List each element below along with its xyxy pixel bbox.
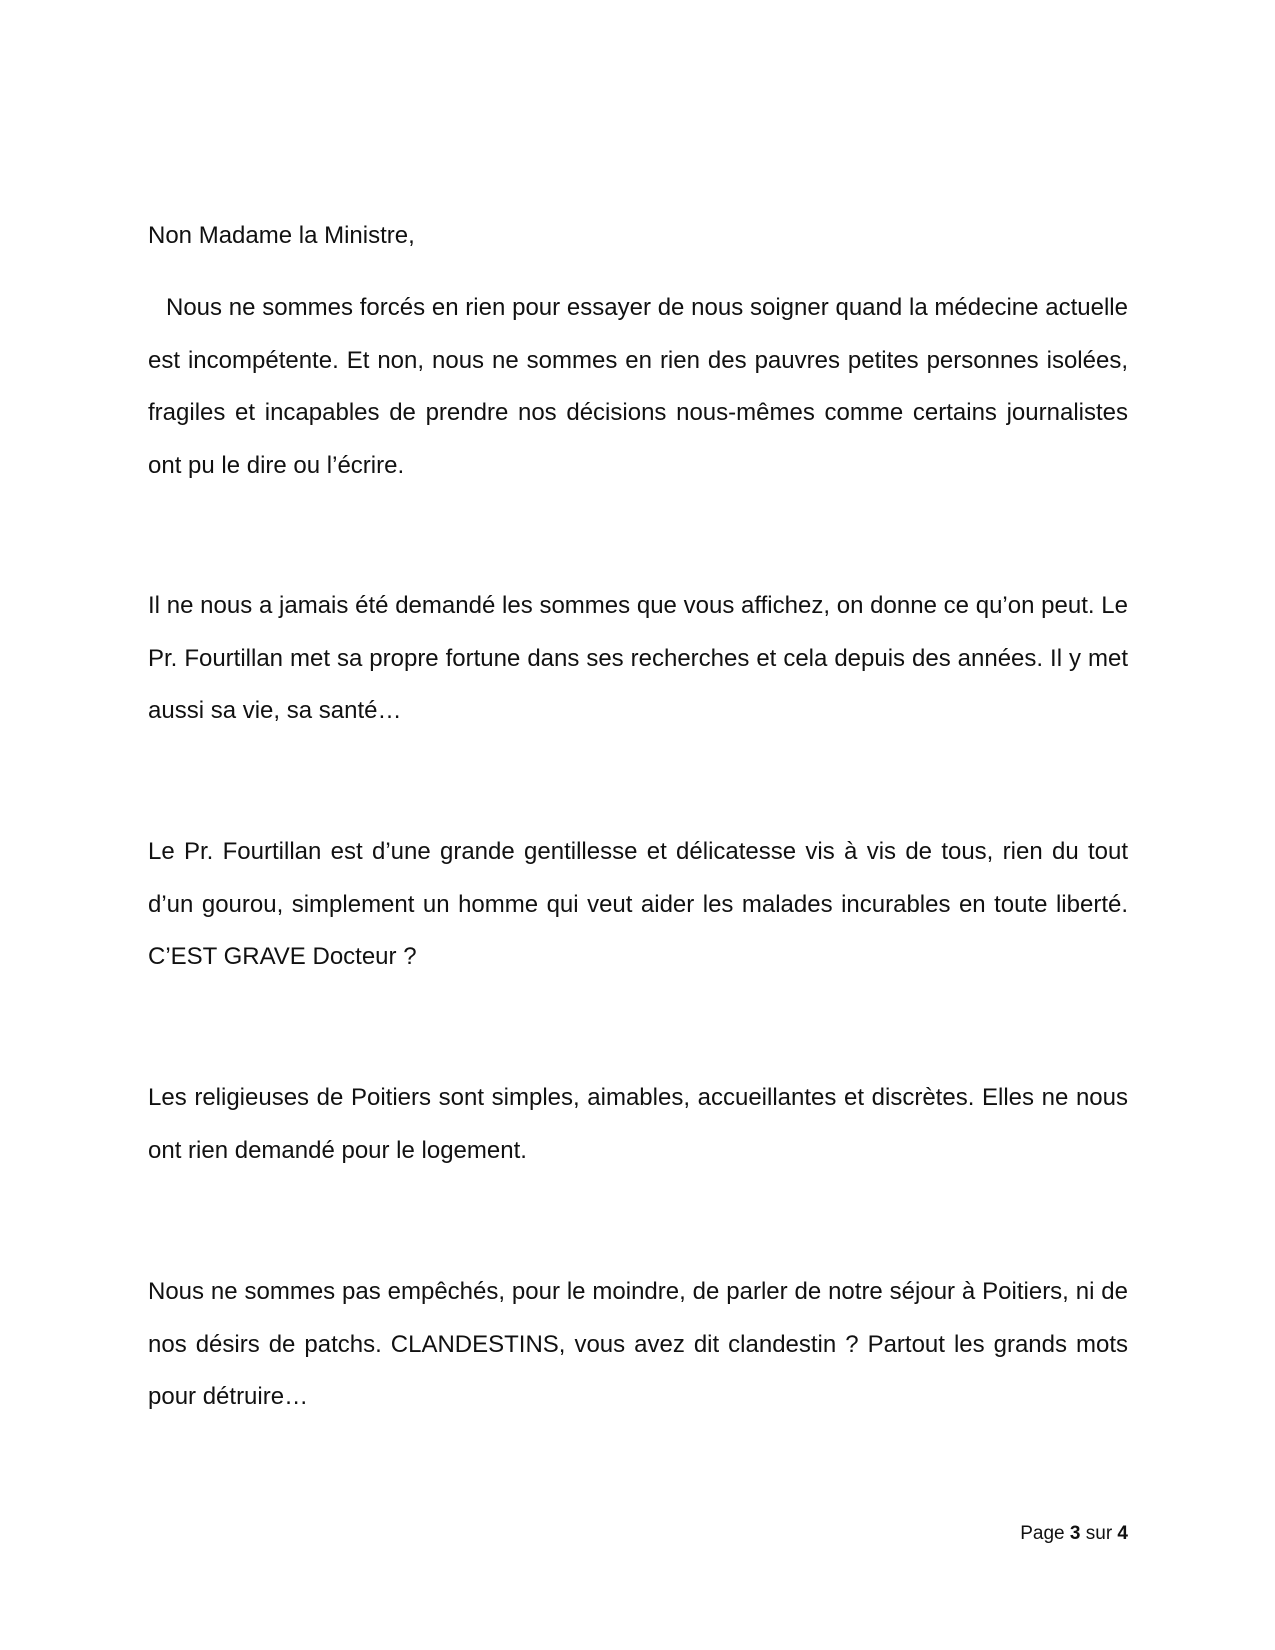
page-label: Page xyxy=(1020,1523,1070,1544)
paragraph: Le Pr. Fourtillan est d’une grande gentillesse et délicatesse vis à vis de tous, rien du tout d’un gourou, simplement un homme qui veut aider les malades incurables en toute liberté. C’EST GRAVE Docteur ? xyxy=(148,838,1128,970)
paragraph: Nous ne sommes forcés en rien pour essayer de nous soigner quand la médecine actuelle est incompétente. Et non, nous ne sommes en rien des pauvres petites personnes isolées, fragiles et incapables de prendre nos décisions nous-mêmes comme certains journalistes ont pu le dire ou l’écrire. xyxy=(148,294,1128,479)
total-page-count: 4 xyxy=(1117,1523,1128,1544)
page-number-footer xyxy=(1020,1522,1128,1546)
salutation: Non Madame la Ministre, xyxy=(148,222,415,249)
paragraph: Les religieuses de Poitiers sont simples, aimables, accueillantes et discrètes. Elles ne nous ont rien demandé pour le logement. xyxy=(148,1084,1128,1164)
page-separator: sur xyxy=(1080,1523,1118,1544)
paragraph: Nous ne sommes pas empêchés, pour le moindre, de parler de notre séjour à Poitiers, ni de nos désirs de patchs. CLANDESTINS, vous avez dit clandestin ? Partout les grands mots pour détruire… xyxy=(148,1278,1128,1410)
paragraph: Il ne nous a jamais été demandé les sommes que vous affichez, on donne ce qu’on peut. Le Pr. Fourtillan met sa propre fortune dans ses recherches et cela depuis des années. Il y met aussi sa vie, sa santé… xyxy=(148,592,1128,724)
current-page-number: 3 xyxy=(1069,1523,1081,1544)
